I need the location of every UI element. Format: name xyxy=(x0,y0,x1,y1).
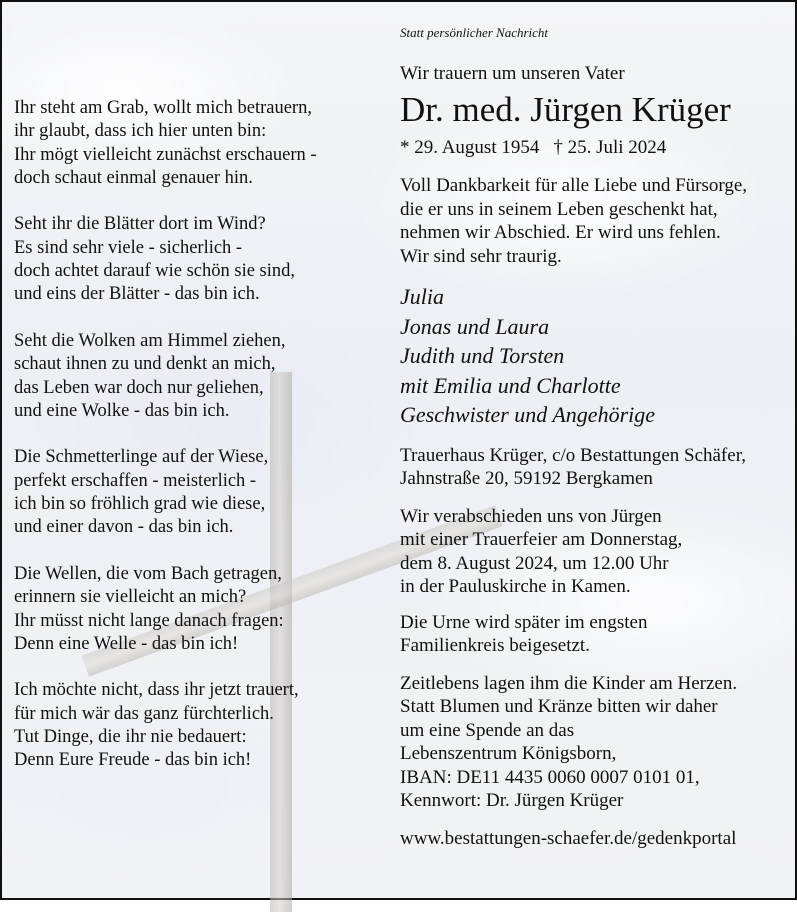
ceremony-line: Wir verabschieden uns von Jürgen xyxy=(400,505,662,527)
poem-line: Ich möchte nicht, dass ihr jetzt trauert, xyxy=(14,680,299,701)
poem-line: und einer davon - das bin ich. xyxy=(14,517,234,538)
life-dates xyxy=(400,136,790,160)
poem-line: Ihr müsst nicht lange danach fragen: xyxy=(14,610,284,631)
mourner-line: Jonas und Laura xyxy=(400,313,550,339)
poem-line: und eine Wolke - das bin ich. xyxy=(14,400,230,421)
poem-line: Denn eine Welle - das bin ich! xyxy=(14,633,239,654)
poem-line: und eins der Blätter - das bin ich. xyxy=(14,284,260,305)
address-paragraph xyxy=(400,444,790,491)
poem-line: ihr glaubt, dass ich hier unten bin: xyxy=(14,121,267,142)
poem-stanza xyxy=(14,446,384,539)
poem-line: für mich wär das ganz fürchterlich. xyxy=(14,703,274,724)
poem-line: doch achtet darauf wie schön sie sind, xyxy=(14,261,296,282)
ceremony-line: dem 8. August 2024, um 12.00 Uhr xyxy=(400,552,669,574)
ceremony-line: in der Pauluskirche in Kamen. xyxy=(400,576,631,597)
poem-stanza xyxy=(14,213,384,306)
mourners-list xyxy=(400,282,790,430)
poem-stanza xyxy=(14,330,384,423)
poem-line: Tut Dinge, die ihr nie bedauert: xyxy=(14,727,247,748)
gratitude-paragraph xyxy=(400,174,790,268)
poem-line: ich bin so fröhlich grad wie diese, xyxy=(14,494,266,515)
poem-line: Seht die Wolken am Himmel ziehen, xyxy=(14,330,286,351)
address-line: Trauerhaus Krüger, c/o Bestattungen Schäfer, xyxy=(400,444,747,466)
poem-line: Die Wellen, die vom Bach getragen, xyxy=(14,563,282,584)
mourner-line: Judith und Torsten xyxy=(400,343,565,368)
notice-text xyxy=(400,22,790,850)
poem-stanza xyxy=(14,563,384,656)
memorial-portal-url[interactable]: www.bestattungen-schaefer.de/gedenkportal xyxy=(400,827,737,849)
donation-line: Statt Blumen und Kränze bitten wir daher xyxy=(400,696,718,717)
notice-intro: Wir trauern um unseren Vater xyxy=(400,63,625,84)
poem-line: Die Schmetterlinge auf der Wiese, xyxy=(14,447,269,468)
mourner-line: Geschwister und Angehörige xyxy=(400,402,656,427)
donation-line: Zeitlebens lagen ihm die Kinder am Herzen. xyxy=(400,672,738,694)
poem-line: doch schaut einmal genauer hin. xyxy=(14,167,253,188)
poem-line: schaut ihnen zu und denkt an mich, xyxy=(14,354,276,375)
gratitude-line: Voll Dankbarkeit für alle Liebe und Fürsorge, xyxy=(400,175,748,196)
donation-paragraph xyxy=(400,672,790,813)
poem-line: Denn Eure Freude - das bin ich! xyxy=(14,750,252,771)
poem-line: Seht ihr die Blätter dort im Wind? xyxy=(14,214,266,235)
ceremony-paragraph xyxy=(400,505,790,599)
donation-line: Lebenszentrum Königsborn, xyxy=(400,743,617,764)
ceremony-line: mit einer Trauerfeier am Donnerstag, xyxy=(400,529,683,550)
urn-line: Familienkreis beigesetzt. xyxy=(400,635,590,656)
poem-line: Es sind sehr viele - sicherlich - xyxy=(14,237,243,258)
poem-stanza xyxy=(14,97,384,190)
poem-stanza xyxy=(14,679,384,772)
poem-line: Ihr mögt vielleicht zunächst erschauern - xyxy=(14,144,317,165)
poem-line: Ihr steht am Grab, wollt mich betrauern, xyxy=(14,98,312,118)
gratitude-line: die er uns in seinem Leben geschenkt hat, xyxy=(400,198,718,220)
donation-line: Kennwort: Dr. Jürgen Krüger xyxy=(400,790,624,811)
poem-line: das Leben war doch nur geliehen, xyxy=(14,377,264,398)
birth-date: * 29. August 1954 xyxy=(400,137,540,158)
donation-line: IBAN: DE11 4435 0060 0007 0101 01, xyxy=(400,766,700,788)
gratitude-line: nehmen wir Abschied. Er wird uns fehlen. xyxy=(400,222,721,243)
mourner-line: mit Emilia und Charlotte xyxy=(400,372,621,398)
urn-paragraph xyxy=(400,611,790,658)
mourner-line: Julia xyxy=(400,284,444,309)
urn-line: Die Urne wird später im engsten xyxy=(400,611,648,633)
notice-note: Statt persönlicher Nachricht xyxy=(400,25,549,40)
poem-line: erinnern sie vielleicht an mich? xyxy=(14,587,247,608)
donation-line: um eine Spende an das xyxy=(400,719,575,741)
poem-line: perfekt erschaffen - meisterlich - xyxy=(14,470,257,491)
address-line: Jahnstraße 20, 59192 Bergkamen xyxy=(400,468,653,489)
gratitude-line: Wir sind sehr traurig. xyxy=(400,245,562,267)
poem xyxy=(14,97,384,796)
deceased-name: Dr. med. Jürgen Krüger xyxy=(400,90,731,129)
death-date: † 25. Juli 2024 xyxy=(553,137,667,158)
